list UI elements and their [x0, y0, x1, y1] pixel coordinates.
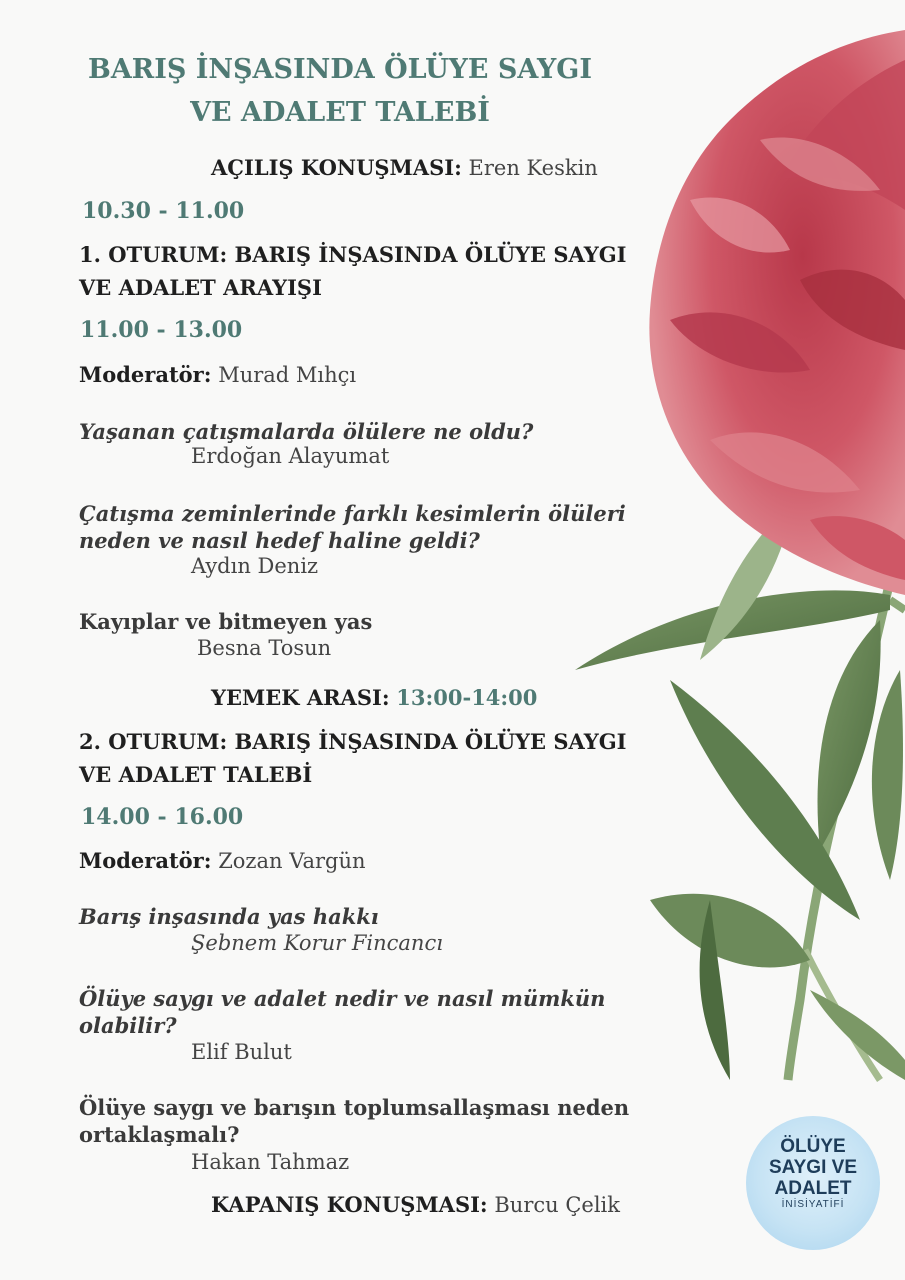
talk-title: Barış inşasında yas hakkı — [79, 904, 379, 929]
session2-moderator — [79, 848, 366, 873]
initiative-logo-badge — [746, 1116, 880, 1250]
stem — [890, 600, 905, 610]
session1-moderator — [79, 362, 356, 387]
moderator-label: Moderatör: — [79, 848, 212, 873]
session2-title-line2: VE ADALET TALEBİ — [79, 762, 313, 787]
talk-speaker: Şebnem Korur Fincancı — [191, 931, 443, 955]
leaf — [650, 894, 810, 968]
session1-title-line2: VE ADALET ARAYIŞI — [79, 275, 322, 300]
closing-label: KAPANIŞ KONUŞMASI: — [211, 1192, 488, 1217]
opening-speaker: Eren Keskin — [468, 156, 598, 180]
flower-head — [649, 30, 905, 595]
leaf — [872, 670, 903, 880]
talk-speaker: Erdoğan Alayumat — [191, 444, 390, 468]
event-title-line2: VE ADALET TALEBİ — [190, 97, 490, 128]
leaf — [818, 620, 881, 850]
talk-title-cont: neden ve nasıl hedef haline geldi? — [79, 528, 480, 553]
closing-speech — [211, 1192, 620, 1217]
talk-speaker: Hakan Tahmaz — [191, 1150, 350, 1174]
talk-speaker: Besna Tosun — [197, 636, 332, 660]
talk-title: Kayıplar ve bitmeyen yas — [79, 609, 373, 634]
closing-speaker: Burcu Çelik — [494, 1193, 620, 1217]
session1-time: 11.00 - 13.00 — [80, 317, 243, 343]
lunch-label: YEMEK ARASI: — [211, 685, 390, 710]
talk-title: Ölüye saygı ve adalet nedir ve nasıl mümkün — [79, 986, 606, 1011]
badge-subtext: İNİSİYATİFİ — [781, 1199, 845, 1210]
talk-speaker: Aydın Deniz — [191, 554, 319, 578]
lunch-break — [211, 685, 537, 710]
peony-flower-illustration — [560, 20, 905, 1090]
talk-title-cont: olabilir? — [79, 1013, 177, 1038]
session2-title-line1: 2. OTURUM: BARIŞ İNŞASINDA ÖLÜYE SAYGI — [79, 729, 627, 754]
talk-title: Yaşanan çatışmalarda ölülere ne oldu? — [79, 419, 534, 444]
leaf — [810, 990, 905, 1080]
session2-time: 14.00 - 16.00 — [81, 804, 244, 830]
event-title-line1: BARIŞ İNŞASINDA ÖLÜYE SAYGI — [88, 54, 592, 85]
lunch-time: 13:00-14:00 — [396, 685, 538, 710]
opening-time: 10.30 - 11.00 — [82, 198, 245, 224]
moderator-label: Moderatör: — [79, 362, 212, 387]
opening-label: AÇILIŞ KONUŞMASI: — [211, 155, 462, 180]
talk-speaker: Elif Bulut — [191, 1040, 292, 1064]
session1-title-line1: 1. OTURUM: BARIŞ İNŞASINDA ÖLÜYE SAYGI — [79, 242, 627, 267]
moderator-name: Zozan Vargün — [218, 849, 366, 873]
opening-speech — [211, 155, 598, 180]
talk-title: Çatışma zeminlerinde farklı kesimlerin ölüleri — [79, 501, 626, 526]
badge-text: ÖLÜYE SAYGI VE ADALET — [768, 1136, 857, 1199]
moderator-name: Murad Mıhçı — [218, 363, 357, 387]
talk-title: Ölüye saygı ve barışın toplumsallaşması neden — [79, 1095, 630, 1120]
talk-title-cont: ortaklaşmalı? — [79, 1122, 240, 1147]
